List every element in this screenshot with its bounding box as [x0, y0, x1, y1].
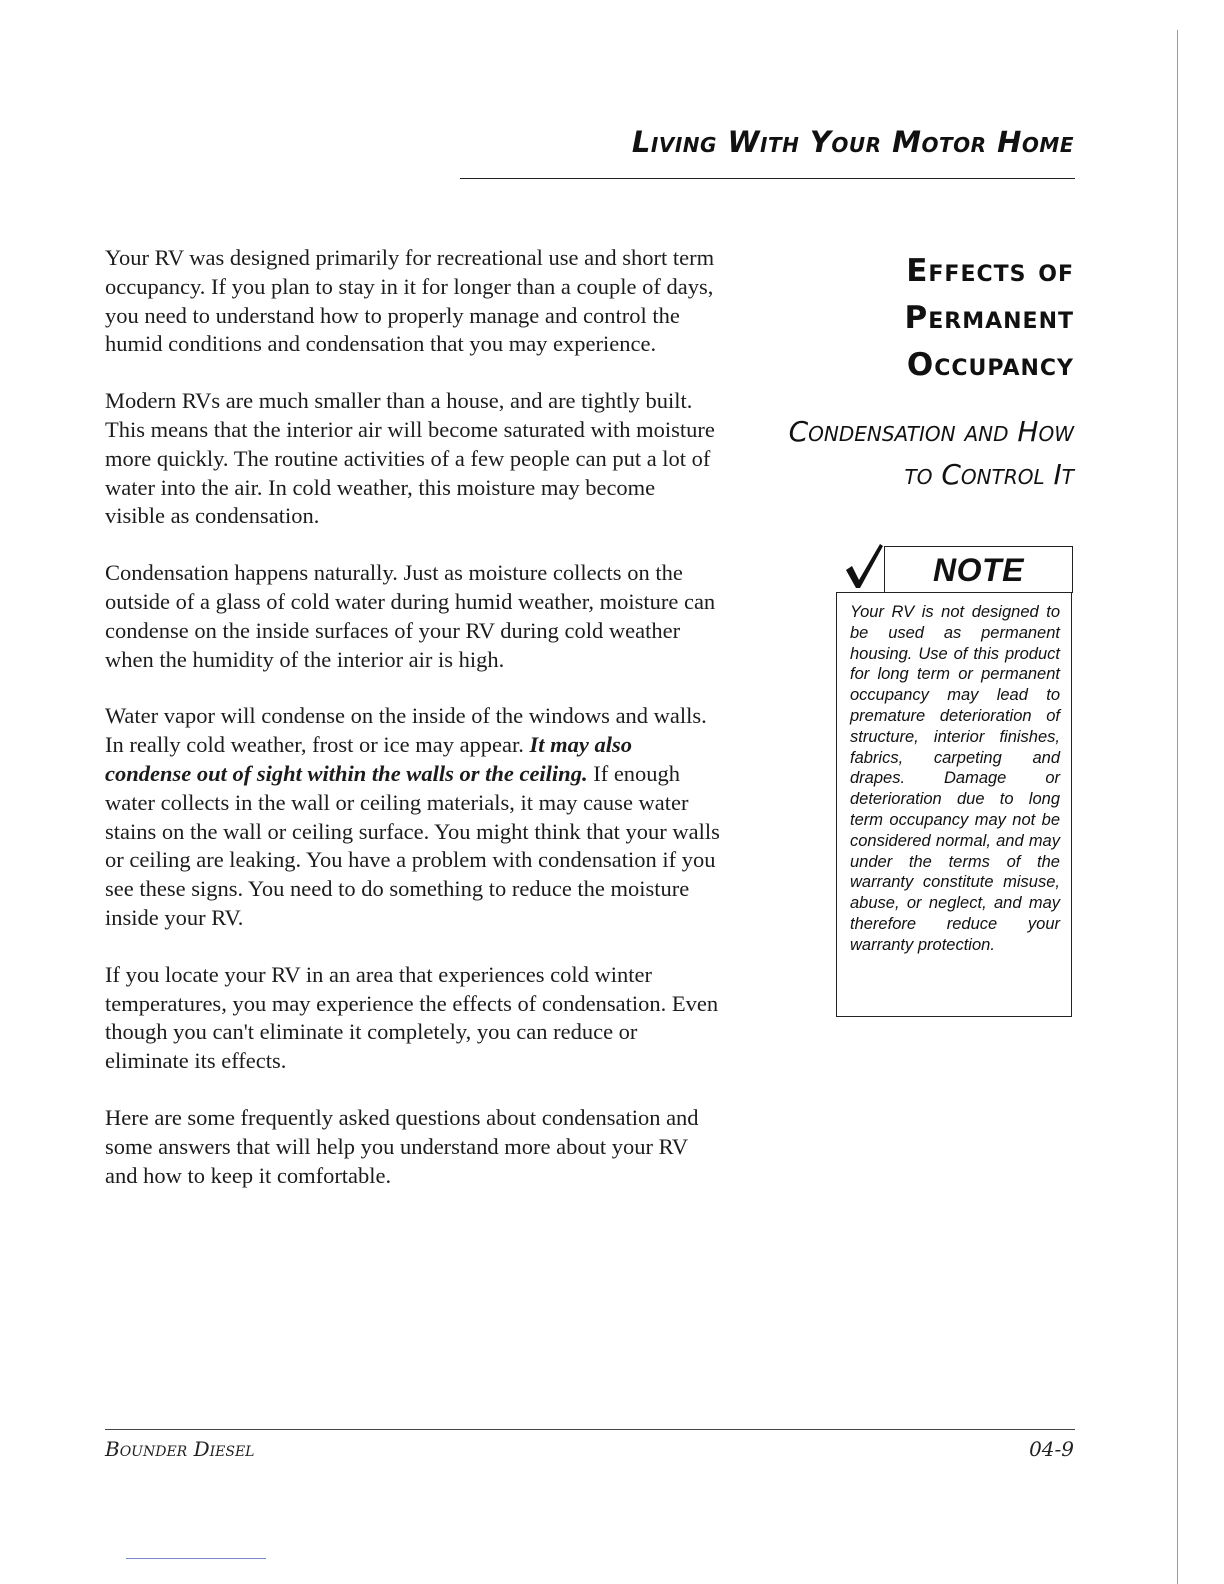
paragraph-condensation-naturally: Condensation happens naturally. Just as moisture collects on the outside of a glass of cold water during humid weather, moisture can condense on the inside surfaces of your RV during cold weather when the humidity of the interior air is high.: [105, 560, 716, 672]
paragraph-cold-winter: If you locate your RV in an area that experiences cold winter temperatures, you may experience the effects of condensation. Even though you can't eliminate it completely, you can reduce or eliminate its effects.: [105, 961, 719, 1074]
header-rule: [460, 178, 1075, 179]
emphasized-warning: It may also condense out of sight within the walls or the ceiling.: [105, 732, 633, 786]
page-edge-line: [1177, 30, 1178, 1584]
paragraph-water-vapor-end: If enough water collects in the wall or ceiling materials, it may cause water stains on the wall or ceiling surface. You might think that your walls or ceiling are leaking. You have a problem with condensation if you see these signs. You need to do something to reduce the moisture inside your RV.: [105, 760, 720, 930]
bottom-mark: [126, 1558, 266, 1559]
section-heading: Effects of Permanent Occupancy: [904, 253, 1074, 383]
paragraph-faq-intro: Here are some frequently asked questions about condensation and some answers that will help you understand more about your RV and how to keep it comfortable.: [105, 1104, 699, 1188]
paragraph-water-vapor-start: Water vapor will condense on the inside of the windows and walls. In really cold weather, frost or ice may appear.: [105, 703, 707, 758]
subsection-heading: Condensation and How to Control It: [788, 415, 1074, 491]
footer-rule: [105, 1429, 1075, 1430]
paragraph-intro: Your RV was designed primarily for recreational use and short term occupancy. If you plan to stay in it for longer than a couple of days, you need to understand how to properly manage and control the humid conditions and condensation that you may experience.: [105, 245, 715, 357]
chapter-title: Living With Your Motor Home: [631, 125, 1074, 159]
note-header: [884, 546, 1073, 593]
footer-manual-title: Bounder Diesel: [105, 1437, 255, 1461]
page-number: 04-9: [1029, 1437, 1074, 1461]
note-text: Your RV is not designed to be used as permanent housing. Use of this product for long term or permanent occupancy may lead to premature deterioration of structure, interior finishes, fabrics, carpeting and drapes. Damage or deterioration due to long term occupancy may not be considered normal, and may under the terms of the warranty constitute misuse, abuse, or neglect, and may therefore reduce your warranty protection.: [850, 603, 1060, 954]
main-body: [105, 244, 720, 1218]
checkmark-icon: [842, 540, 886, 590]
paragraph-modern-rvs: Modern RVs are much smaller than a house, and are tightly built. This means that the interior air will become saturated with moisture more quickly. The routine activities of a few people can put a lot of water into the air. In cold weather, this moisture may become visible as condensation.: [105, 388, 715, 529]
paragraph-water-vapor: [105, 702, 720, 932]
note-title: NOTE: [933, 552, 1024, 588]
